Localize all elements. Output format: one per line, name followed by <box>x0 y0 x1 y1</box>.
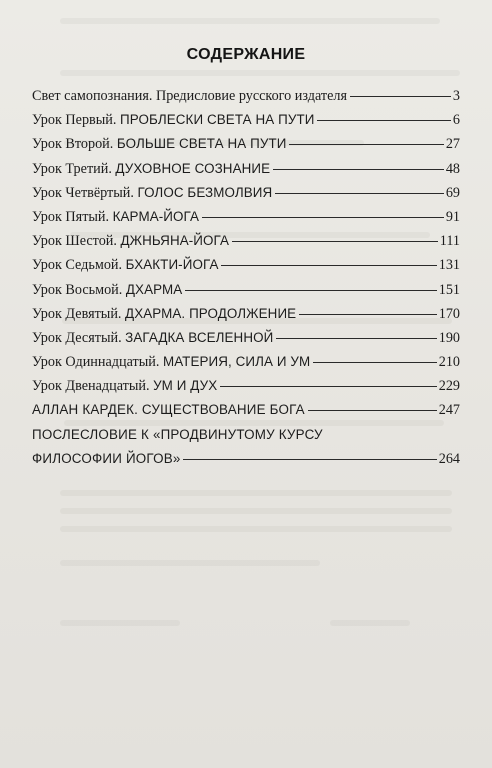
lesson-number: Урок Шестой. <box>32 233 121 250</box>
toc-entry-label <box>32 157 270 181</box>
toc-page-number: 27 <box>445 136 460 153</box>
toc-entry-label <box>32 132 286 156</box>
lesson-number: Урок Девятый. <box>32 305 126 322</box>
toc-entry-label <box>32 326 273 350</box>
lesson-number: Урок Третий. <box>32 160 116 177</box>
toc-entry[interactable] <box>32 398 460 422</box>
toc-page-number: 170 <box>438 305 460 322</box>
toc-entry[interactable] <box>32 157 460 181</box>
toc-entry-label <box>32 302 296 326</box>
lesson-number: Урок Двенадцатый. <box>32 378 154 395</box>
toc-entry-label: ФИЛОСОФИИ ЙОГОВ» <box>32 450 181 466</box>
toc-entry[interactable] <box>32 302 460 326</box>
toc-entry-label <box>32 229 229 253</box>
lesson-number: Урок Седьмой. <box>32 257 126 274</box>
toc-page-number: 6 <box>452 112 460 129</box>
toc-entry-label <box>32 374 217 398</box>
toc-entry-label <box>32 253 218 277</box>
lesson-number: Урок Восьмой. <box>32 281 126 298</box>
lesson-title: ГОЛОС БЕЗМОЛВИЯ <box>137 184 273 200</box>
lesson-title: ДУХОВНОЕ СОЗНАНИЕ <box>115 160 271 176</box>
toc-page-number: 210 <box>438 354 460 371</box>
toc-entry[interactable] <box>32 229 460 253</box>
toc-page-number: 247 <box>438 402 460 419</box>
lesson-number: Урок Четвёртый. <box>32 184 138 201</box>
lesson-number: Урок Пятый. <box>32 208 113 225</box>
toc-entry[interactable] <box>32 132 460 156</box>
toc-page-number: 229 <box>438 378 460 395</box>
toc-page-number: 69 <box>445 184 460 201</box>
toc-page-number: 190 <box>438 329 460 346</box>
leader-line <box>273 169 444 170</box>
toc-page-number: 3 <box>452 88 460 104</box>
table-of-contents <box>32 84 460 471</box>
toc-entry[interactable] <box>32 84 460 108</box>
toc-entry-label <box>32 205 199 229</box>
leader-line <box>299 314 437 315</box>
toc-entry-line[interactable] <box>32 423 460 447</box>
toc-page-number: 131 <box>438 257 460 274</box>
lesson-title: УМ И ДУХ <box>153 378 218 394</box>
leader-line <box>350 96 451 97</box>
bleed-through-texture <box>60 620 180 626</box>
lesson-number: Урок Второй. <box>32 136 117 153</box>
lesson-number: Урок Первый. <box>32 112 120 129</box>
bleed-through-texture <box>60 70 460 76</box>
leader-line <box>313 362 436 363</box>
lesson-title: МАТЕРИЯ, СИЛА И УМ <box>162 354 311 370</box>
toc-entry-label: ПОСЛЕСЛОВИЕ К «ПРОДВИНУТОМУ КУРСУ <box>32 426 323 442</box>
lesson-title: ДХАРМА <box>125 281 183 297</box>
toc-entry[interactable] <box>32 447 460 471</box>
leader-line <box>308 410 437 411</box>
toc-entry-label <box>32 350 310 374</box>
leader-line <box>276 338 436 339</box>
leader-line <box>317 120 450 121</box>
bleed-through-texture <box>60 490 452 496</box>
lesson-title: ПРОБЛЕСКИ СВЕТА НА ПУТИ <box>119 112 315 128</box>
toc-page-number: 111 <box>439 233 460 250</box>
toc-page-number: 264 <box>438 450 460 467</box>
leader-line <box>183 459 436 460</box>
toc-entry[interactable] <box>32 253 460 277</box>
lesson-title: ДЖНЬЯНА-ЙОГА <box>120 233 230 249</box>
toc-page-number: 151 <box>438 281 460 298</box>
toc-entry[interactable] <box>32 374 460 398</box>
toc-entry[interactable] <box>32 181 460 205</box>
lesson-number: Урок Десятый. <box>32 329 126 346</box>
leader-line <box>232 241 438 242</box>
toc-entry-label <box>32 278 182 302</box>
toc-entry[interactable] <box>32 205 460 229</box>
bleed-through-texture <box>60 508 452 514</box>
toc-page-number: 91 <box>445 208 460 225</box>
bleed-through-texture <box>330 620 410 626</box>
lesson-title: ЗАГАДКА ВСЕЛЕННОЙ <box>125 329 274 345</box>
toc-entry-label: Свет самопознания. Предисловие русского издателя <box>32 88 347 104</box>
leader-line <box>185 290 436 291</box>
toc-entry[interactable] <box>32 326 460 350</box>
page-title: СОДЕРЖАНИЕ <box>186 46 306 63</box>
bleed-through-texture <box>60 526 452 532</box>
toc-entry[interactable] <box>32 350 460 374</box>
toc-entry[interactable] <box>32 108 460 132</box>
toc-entry-label <box>32 108 314 132</box>
lesson-title: КАРМА-ЙОГА <box>112 208 200 224</box>
leader-line <box>289 144 443 145</box>
bleed-through-texture <box>60 560 320 566</box>
lesson-title: БХАКТИ-ЙОГА <box>125 257 219 273</box>
leader-line <box>220 386 436 387</box>
leader-line <box>221 265 436 266</box>
bleed-through-texture <box>60 18 440 24</box>
toc-entry[interactable] <box>32 278 460 302</box>
lesson-number: Урок Одиннадцатый. <box>32 354 163 371</box>
leader-line <box>275 193 444 194</box>
toc-entry-label: АЛЛАН КАРДЕК. СУЩЕСТВОВАНИЕ БОГА <box>32 402 305 418</box>
lesson-title: БОЛЬШЕ СВЕТА НА ПУТИ <box>116 136 287 152</box>
toc-entry-label <box>32 181 272 205</box>
toc-page-number: 48 <box>445 160 460 177</box>
leader-line <box>202 217 444 218</box>
lesson-title: ДХАРМА. ПРОДОЛЖЕНИЕ <box>125 305 297 321</box>
